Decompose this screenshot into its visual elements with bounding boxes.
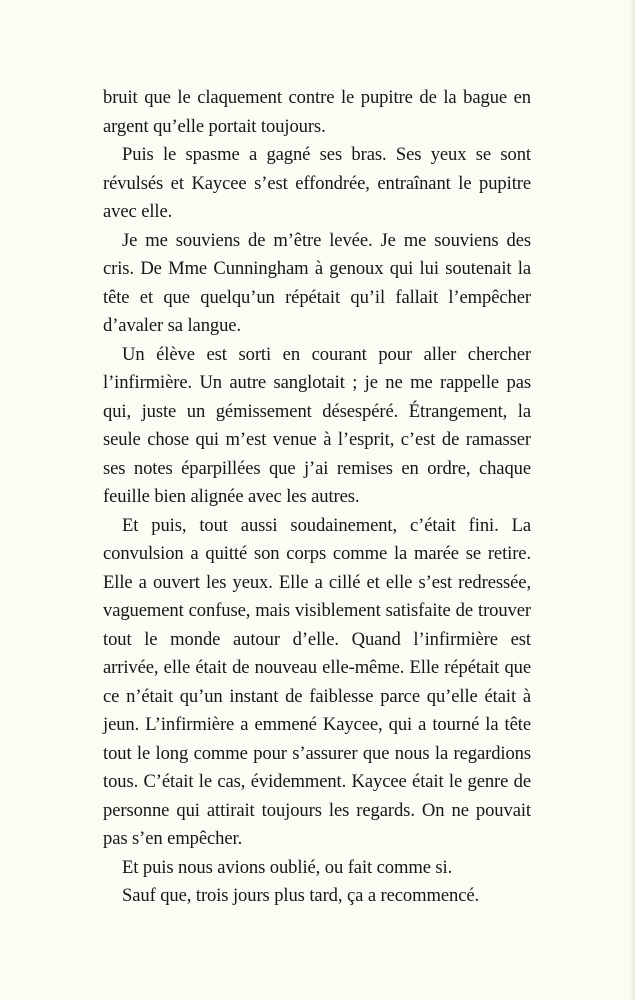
paragraph-1: bruit que le claquement contre le pupitre de la bague en argent qu’elle portait toujours. bbox=[103, 87, 531, 137]
paragraph-2: Puis le spasme a gagné ses bras. Ses yeux se sont révulsés et Kaycee s’est effondrée, entraînant le pupitre avec elle. bbox=[103, 144, 531, 222]
paragraph-4: Un élève est sorti en courant pour aller chercher l’infirmière. Un autre sanglotait ; je ne me rappelle pas qui, juste un gémissement désespéré. Étrangement, la seule chose qui m’est venue à l’esprit, c’est de ramasser ses notes éparpillées que j’ai remises en ordre, chaque feuille bien alignée avec les autres. bbox=[103, 343, 531, 507]
paragraph-3: Je me souviens de m’être levée. Je me souviens des cris. De Mme Cunningham à genoux qui lui soutenait la tête et que quelqu’un répétait qu’il fallait l’empêcher d’avaler sa langue. bbox=[103, 229, 531, 336]
paragraph-7: Sauf que, trois jours plus tard, ça a recommencé. bbox=[122, 885, 480, 906]
body-text bbox=[103, 84, 531, 911]
paragraph-5: Et puis, tout aussi soudainement, c’était fini. La convulsion a quitté son corps comme la marée se retire. Elle a ouvert les yeux. Elle a cillé et elle s’est redressée, vaguement confuse, mais visiblement satisfaite de trouver tout le monde autour d’elle. Quand l’infirmière est arrivée, elle était de nouveau elle-même. Elle répétait que ce n’était qu’un instant de faiblesse parce qu’elle était à jeun. L’infirmière a emmené Kaycee, qui a tourné la tête tout le long comme pour s’assurer que nous la regardions tous. C’était le cas, évidemment. Kaycee était le genre de personne qui attirait toujours les regards. On ne pouvait pas s’en empêcher. bbox=[103, 514, 531, 849]
page-edge-shadow bbox=[629, 0, 635, 1000]
paragraph-6: Et puis nous avions oublié, ou fait comme si. bbox=[122, 856, 453, 878]
